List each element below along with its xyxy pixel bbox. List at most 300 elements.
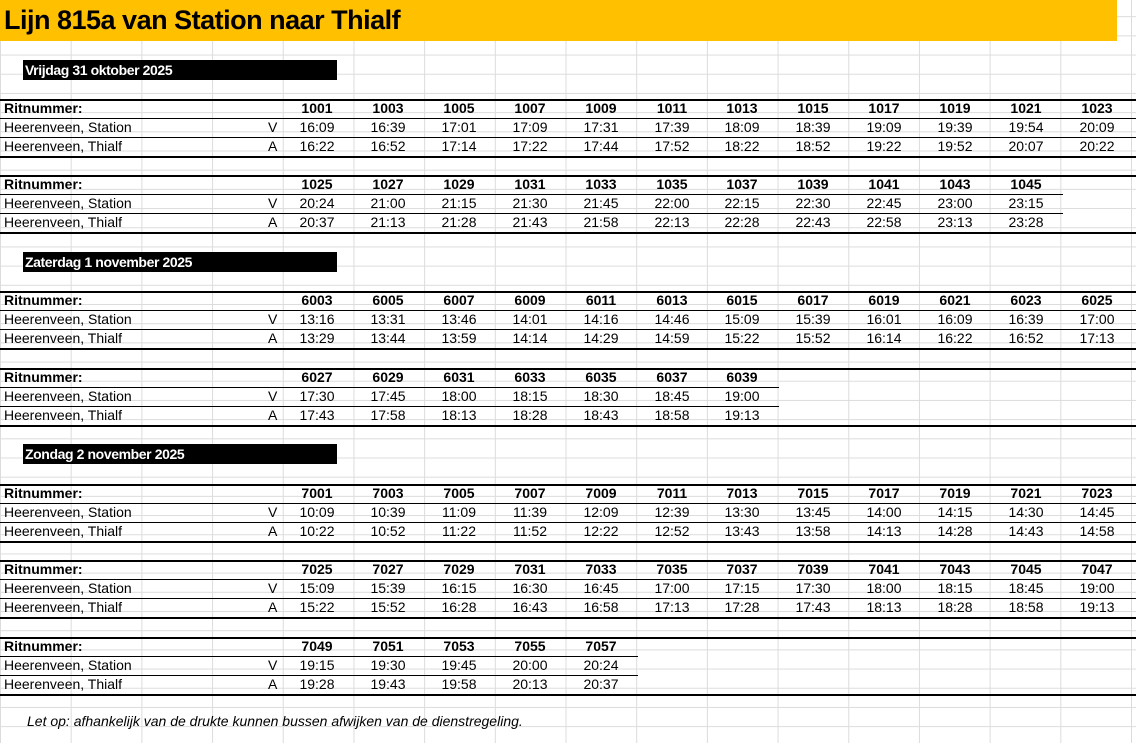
row-label: Heerenveen, Thialf [4, 599, 123, 615]
trip-number: 6025 [1081, 292, 1113, 308]
table-rule [0, 617, 1136, 619]
time-cell: 22:43 [795, 214, 831, 230]
time-cell: 22:00 [654, 195, 690, 211]
time-cell: 17:00 [1079, 311, 1115, 327]
time-cell: 18:13 [866, 599, 902, 615]
trip-number: 1041 [868, 176, 900, 192]
trip-number: 7027 [372, 561, 404, 577]
departure-row [0, 118, 1136, 137]
trip-number: 7031 [514, 561, 546, 577]
time-cell: 14:46 [654, 311, 690, 327]
trip-number: 6003 [301, 292, 333, 308]
row-label: Ritnummer: [4, 561, 83, 577]
arrival-row [0, 213, 1136, 232]
time-cell: 15:09 [299, 580, 335, 596]
departure-row [0, 656, 1136, 675]
trip-number: 7023 [1081, 485, 1113, 501]
time-cell: 18:30 [583, 388, 619, 404]
time-cell: 14:43 [1008, 523, 1044, 539]
trip-number: 6005 [372, 292, 404, 308]
trip-number: 7045 [1010, 561, 1042, 577]
trip-number: 6039 [726, 369, 758, 385]
table-rule [0, 656, 638, 657]
trip-number: 6013 [656, 292, 688, 308]
time-cell: 11:09 [442, 504, 476, 520]
trip-number: 7037 [726, 561, 758, 577]
table-rule [0, 194, 1063, 195]
time-cell: 10:39 [370, 504, 406, 520]
time-cell: 16:09 [937, 311, 973, 327]
trip-number-row [0, 560, 1136, 579]
time-cell: 18:58 [1008, 599, 1044, 615]
row-label: Heerenveen, Thialf [4, 676, 123, 692]
time-cell: 13:30 [724, 504, 760, 520]
stop-type-flag: A [268, 676, 278, 692]
time-cell: 17:31 [583, 119, 619, 135]
time-cell: 12:52 [654, 523, 690, 539]
time-cell: 15:52 [370, 599, 406, 615]
trip-number: 6035 [585, 369, 617, 385]
time-cell: 13:58 [795, 523, 831, 539]
trip-number: 1027 [372, 176, 404, 192]
row-label: Heerenveen, Station [4, 657, 132, 673]
time-cell: 12:39 [654, 504, 690, 520]
row-label: Ritnummer: [4, 638, 83, 654]
time-cell: 17:30 [795, 580, 831, 596]
table-rule [0, 387, 779, 388]
stop-type-flag: A [268, 523, 278, 539]
trip-number-row [0, 368, 1136, 387]
table-rule [0, 503, 1136, 504]
time-cell: 14:29 [583, 330, 619, 346]
trip-table [0, 484, 1136, 542]
time-cell: 10:22 [299, 523, 335, 539]
time-cell: 14:58 [1079, 523, 1115, 539]
time-cell: 19:52 [937, 138, 973, 154]
time-cell: 14:28 [937, 523, 973, 539]
time-cell: 18:15 [512, 388, 548, 404]
stop-type-flag: V [268, 119, 278, 135]
time-cell: 15:22 [724, 330, 760, 346]
stop-type-flag: A [268, 214, 278, 230]
time-cell: 13:29 [299, 330, 335, 346]
row-label: Heerenveen, Station [4, 580, 132, 596]
time-cell: 11:39 [513, 504, 547, 520]
trip-number: 6021 [939, 292, 971, 308]
time-cell: 15:22 [299, 599, 335, 615]
table-rule [0, 484, 1136, 486]
table-rule [0, 368, 1136, 370]
time-cell: 18:52 [795, 138, 831, 154]
time-cell: 21:45 [583, 195, 619, 211]
row-label: Heerenveen, Thialf [4, 523, 123, 539]
trip-number: 7035 [656, 561, 688, 577]
time-cell: 14:13 [866, 523, 902, 539]
time-cell: 14:00 [866, 504, 902, 520]
departure-row [0, 503, 1136, 522]
departure-row [0, 579, 1136, 598]
time-cell: 16:22 [299, 138, 335, 154]
time-cell: 17:01 [441, 119, 477, 135]
time-cell: 17:39 [654, 119, 690, 135]
departure-row [0, 387, 1136, 406]
table-rule [0, 232, 1136, 234]
time-cell: 17:58 [370, 407, 406, 423]
trip-number: 6019 [868, 292, 900, 308]
time-cell: 17:45 [370, 388, 406, 404]
time-cell: 20:24 [299, 195, 335, 211]
time-cell: 21:13 [370, 214, 406, 230]
time-cell: 17:13 [1079, 330, 1115, 346]
trip-number: 1031 [514, 176, 546, 192]
time-cell: 17:43 [299, 407, 335, 423]
arrival-row [0, 406, 1136, 425]
time-cell: 17:44 [583, 138, 619, 154]
departure-row [0, 194, 1136, 213]
trip-table [0, 368, 1136, 426]
time-cell: 16:01 [866, 311, 902, 327]
time-cell: 19:28 [299, 676, 335, 692]
time-cell: 19:15 [299, 657, 335, 673]
time-cell: 19:45 [441, 657, 477, 673]
trip-number: 6007 [443, 292, 475, 308]
table-rule [0, 213, 1063, 214]
trip-number: 1005 [443, 100, 475, 116]
table-rule [0, 541, 1136, 543]
trip-number: 7005 [443, 485, 475, 501]
time-cell: 17:14 [441, 138, 477, 154]
table-rule [0, 99, 1136, 101]
trip-number: 7039 [797, 561, 829, 577]
time-cell: 22:28 [724, 214, 760, 230]
arrival-row [0, 329, 1136, 348]
stop-type-flag: V [268, 195, 278, 211]
time-cell: 16:15 [441, 580, 477, 596]
time-cell: 16:43 [512, 599, 548, 615]
row-label: Heerenveen, Thialf [4, 138, 123, 154]
arrival-row [0, 522, 1136, 541]
row-label: Heerenveen, Station [4, 195, 132, 211]
time-cell: 16:09 [299, 119, 335, 135]
time-cell: 14:15 [937, 504, 973, 520]
stop-type-flag: V [268, 388, 278, 404]
time-cell: 18:58 [654, 407, 690, 423]
trip-number: 1009 [585, 100, 617, 116]
time-cell: 18:09 [724, 119, 760, 135]
time-cell: 23:00 [937, 195, 973, 211]
time-cell: 18:00 [441, 388, 477, 404]
departure-row [0, 310, 1136, 329]
table-rule [0, 425, 1136, 427]
trip-number: 7055 [514, 638, 546, 654]
row-label: Ritnummer: [4, 485, 83, 501]
time-cell: 16:30 [512, 580, 548, 596]
time-cell: 16:14 [866, 330, 902, 346]
trip-table [0, 175, 1136, 233]
time-cell: 20:37 [299, 214, 335, 230]
row-label: Ritnummer: [4, 176, 83, 192]
time-cell: 14:59 [654, 330, 690, 346]
time-cell: 12:09 [583, 504, 619, 520]
trip-number: 1003 [372, 100, 404, 116]
trip-number: 7019 [939, 485, 971, 501]
trip-number: 6015 [726, 292, 758, 308]
time-cell: 19:13 [1079, 599, 1115, 615]
time-cell: 21:30 [512, 195, 548, 211]
time-cell: 23:15 [1008, 195, 1044, 211]
time-cell: 19:09 [866, 119, 902, 135]
time-cell: 20:22 [1079, 138, 1115, 154]
table-rule [0, 637, 1136, 639]
time-cell: 19:43 [370, 676, 406, 692]
row-label: Heerenveen, Thialf [4, 407, 123, 423]
time-cell: 18:39 [795, 119, 831, 135]
time-cell: 13:44 [370, 330, 406, 346]
time-cell: 14:14 [512, 330, 548, 346]
time-cell: 16:52 [1008, 330, 1044, 346]
stop-type-flag: V [268, 311, 278, 327]
trip-number: 6009 [514, 292, 546, 308]
trip-number: 1035 [656, 176, 688, 192]
trip-number: 6011 [585, 292, 617, 308]
trip-number: 1023 [1081, 100, 1113, 116]
time-cell: 18:28 [937, 599, 973, 615]
trip-number: 6023 [1010, 292, 1042, 308]
time-cell: 13:45 [795, 504, 831, 520]
trip-number: 1007 [514, 100, 546, 116]
time-cell: 22:45 [866, 195, 902, 211]
arrival-row [0, 675, 1136, 694]
time-cell: 20:37 [583, 676, 619, 692]
trip-number: 7017 [868, 485, 900, 501]
trip-number: 1029 [443, 176, 475, 192]
time-cell: 14:45 [1079, 504, 1115, 520]
time-cell: 20:13 [512, 676, 548, 692]
time-cell: 17:13 [654, 599, 690, 615]
time-cell: 17:22 [512, 138, 548, 154]
trip-table [0, 637, 1136, 695]
table-rule [0, 175, 1136, 177]
time-cell: 15:52 [795, 330, 831, 346]
trip-number: 7049 [301, 638, 333, 654]
trip-number: 6017 [797, 292, 829, 308]
time-cell: 20:24 [583, 657, 619, 673]
trip-number: 1037 [726, 176, 758, 192]
time-cell: 16:52 [370, 138, 406, 154]
day-header: Zaterdag 1 november 2025 [23, 252, 337, 272]
time-cell: 16:39 [370, 119, 406, 135]
trip-number: 1017 [868, 100, 900, 116]
trip-number: 7003 [372, 485, 404, 501]
trip-number: 7007 [514, 485, 546, 501]
time-cell: 18:00 [866, 580, 902, 596]
time-cell: 17:30 [299, 388, 335, 404]
time-cell: 13:43 [724, 523, 760, 539]
row-label: Heerenveen, Station [4, 504, 132, 520]
page-title: Lijn 815a van Station naar Thialf [0, 0, 1117, 41]
trip-number: 7033 [585, 561, 617, 577]
time-cell: 22:30 [795, 195, 831, 211]
time-cell: 17:15 [724, 580, 760, 596]
time-cell: 18:15 [937, 580, 973, 596]
time-cell: 15:39 [370, 580, 406, 596]
time-cell: 14:16 [583, 311, 619, 327]
table-rule [0, 694, 1136, 696]
stop-type-flag: A [268, 407, 278, 423]
footer-note: Let op: afhankelijk van de drukte kunnen bussen afwijken van de dienstregeling. [27, 713, 523, 729]
time-cell: 20:07 [1008, 138, 1044, 154]
table-rule [0, 348, 1136, 350]
row-label: Ritnummer: [4, 369, 83, 385]
row-label: Heerenveen, Station [4, 311, 132, 327]
trip-number: 6027 [301, 369, 333, 385]
time-cell: 18:28 [512, 407, 548, 423]
time-cell: 19:58 [441, 676, 477, 692]
time-cell: 17:43 [795, 599, 831, 615]
trip-number: 7043 [939, 561, 971, 577]
time-cell: 16:39 [1008, 311, 1044, 327]
stop-type-flag: A [268, 330, 278, 346]
time-cell: 13:16 [299, 311, 335, 327]
time-cell: 22:15 [724, 195, 760, 211]
trip-number: 7021 [1010, 485, 1042, 501]
trip-table [0, 291, 1136, 349]
stop-type-flag: V [268, 580, 278, 596]
trip-number: 7011 [656, 485, 688, 501]
trip-table [0, 99, 1136, 157]
stop-type-flag: A [268, 599, 278, 615]
table-rule [0, 118, 1136, 119]
time-cell: 16:22 [937, 330, 973, 346]
time-cell: 18:22 [724, 138, 760, 154]
time-cell: 21:28 [441, 214, 477, 230]
trip-number: 7013 [726, 485, 758, 501]
time-cell: 20:00 [512, 657, 548, 673]
trip-number: 1039 [797, 176, 829, 192]
time-cell: 19:13 [724, 407, 760, 423]
trip-number: 1021 [1010, 100, 1042, 116]
table-rule [0, 329, 1136, 330]
time-cell: 20:09 [1079, 119, 1115, 135]
time-cell: 18:45 [1008, 580, 1044, 596]
trip-number: 7015 [797, 485, 829, 501]
time-cell: 14:30 [1008, 504, 1044, 520]
stop-type-flag: V [268, 657, 278, 673]
trip-number-row [0, 175, 1136, 194]
trip-number: 1013 [726, 100, 758, 116]
day-header: Vrijdag 31 oktober 2025 [23, 60, 337, 80]
time-cell: 19:54 [1008, 119, 1044, 135]
time-cell: 22:13 [654, 214, 690, 230]
time-cell: 23:28 [1008, 214, 1044, 230]
trip-number: 1001 [301, 100, 333, 116]
time-cell: 18:43 [583, 407, 619, 423]
trip-number: 7053 [443, 638, 475, 654]
trip-number: 7047 [1081, 561, 1113, 577]
trip-number-row [0, 484, 1136, 503]
trip-number: 1011 [656, 100, 688, 116]
table-rule [0, 522, 1136, 523]
time-cell: 12:22 [583, 523, 619, 539]
row-label: Heerenveen, Station [4, 388, 132, 404]
table-rule [0, 137, 1136, 138]
trip-number-row [0, 637, 1136, 656]
table-rule [0, 560, 1136, 562]
time-cell: 13:46 [441, 311, 477, 327]
time-cell: 21:00 [370, 195, 406, 211]
trip-number: 6031 [443, 369, 475, 385]
trip-number: 1033 [585, 176, 617, 192]
time-cell: 11:22 [442, 523, 476, 539]
time-cell: 13:59 [441, 330, 477, 346]
trip-number: 6033 [514, 369, 546, 385]
trip-number: 6037 [656, 369, 688, 385]
trip-number: 7041 [868, 561, 900, 577]
table-rule [0, 579, 1136, 580]
row-label: Heerenveen, Thialf [4, 214, 123, 230]
time-cell: 17:52 [654, 138, 690, 154]
time-cell: 16:28 [441, 599, 477, 615]
table-rule [0, 406, 779, 407]
row-label: Ritnummer: [4, 292, 83, 308]
time-cell: 15:09 [724, 311, 760, 327]
trip-number: 7057 [585, 638, 617, 654]
table-rule [0, 310, 1136, 311]
time-cell: 16:58 [583, 599, 619, 615]
trip-number-row [0, 99, 1136, 118]
row-label: Ritnummer: [4, 100, 83, 116]
time-cell: 13:31 [370, 311, 406, 327]
time-cell: 19:00 [724, 388, 760, 404]
table-rule [0, 598, 1136, 599]
trip-number: 7009 [585, 485, 617, 501]
stop-type-flag: V [268, 504, 278, 520]
trip-number-row [0, 291, 1136, 310]
time-cell: 15:39 [795, 311, 831, 327]
arrival-row [0, 598, 1136, 617]
time-cell: 23:13 [937, 214, 973, 230]
trip-number: 1045 [1010, 176, 1042, 192]
time-cell: 17:09 [512, 119, 548, 135]
time-cell: 17:00 [654, 580, 690, 596]
row-label: Heerenveen, Station [4, 119, 132, 135]
time-cell: 17:28 [724, 599, 760, 615]
time-cell: 10:09 [299, 504, 335, 520]
time-cell: 14:01 [512, 311, 548, 327]
trip-number: 1015 [797, 100, 829, 116]
time-cell: 19:39 [937, 119, 973, 135]
trip-number: 6029 [372, 369, 404, 385]
stop-type-flag: A [268, 138, 278, 154]
trip-table [0, 560, 1136, 618]
trip-number: 7001 [301, 485, 333, 501]
trip-number: 7025 [301, 561, 333, 577]
time-cell: 19:00 [1079, 580, 1115, 596]
time-cell: 22:58 [866, 214, 902, 230]
trip-number: 1043 [939, 176, 971, 192]
table-rule [0, 675, 638, 676]
time-cell: 19:30 [370, 657, 406, 673]
time-cell: 21:43 [512, 214, 548, 230]
time-cell: 21:15 [441, 195, 477, 211]
trip-number: 7051 [372, 638, 404, 654]
time-cell: 18:13 [441, 407, 477, 423]
time-cell: 10:52 [370, 523, 406, 539]
table-rule [0, 156, 1136, 158]
day-header: Zondag 2 november 2025 [23, 444, 337, 464]
time-cell: 21:58 [583, 214, 619, 230]
table-rule [0, 291, 1136, 293]
